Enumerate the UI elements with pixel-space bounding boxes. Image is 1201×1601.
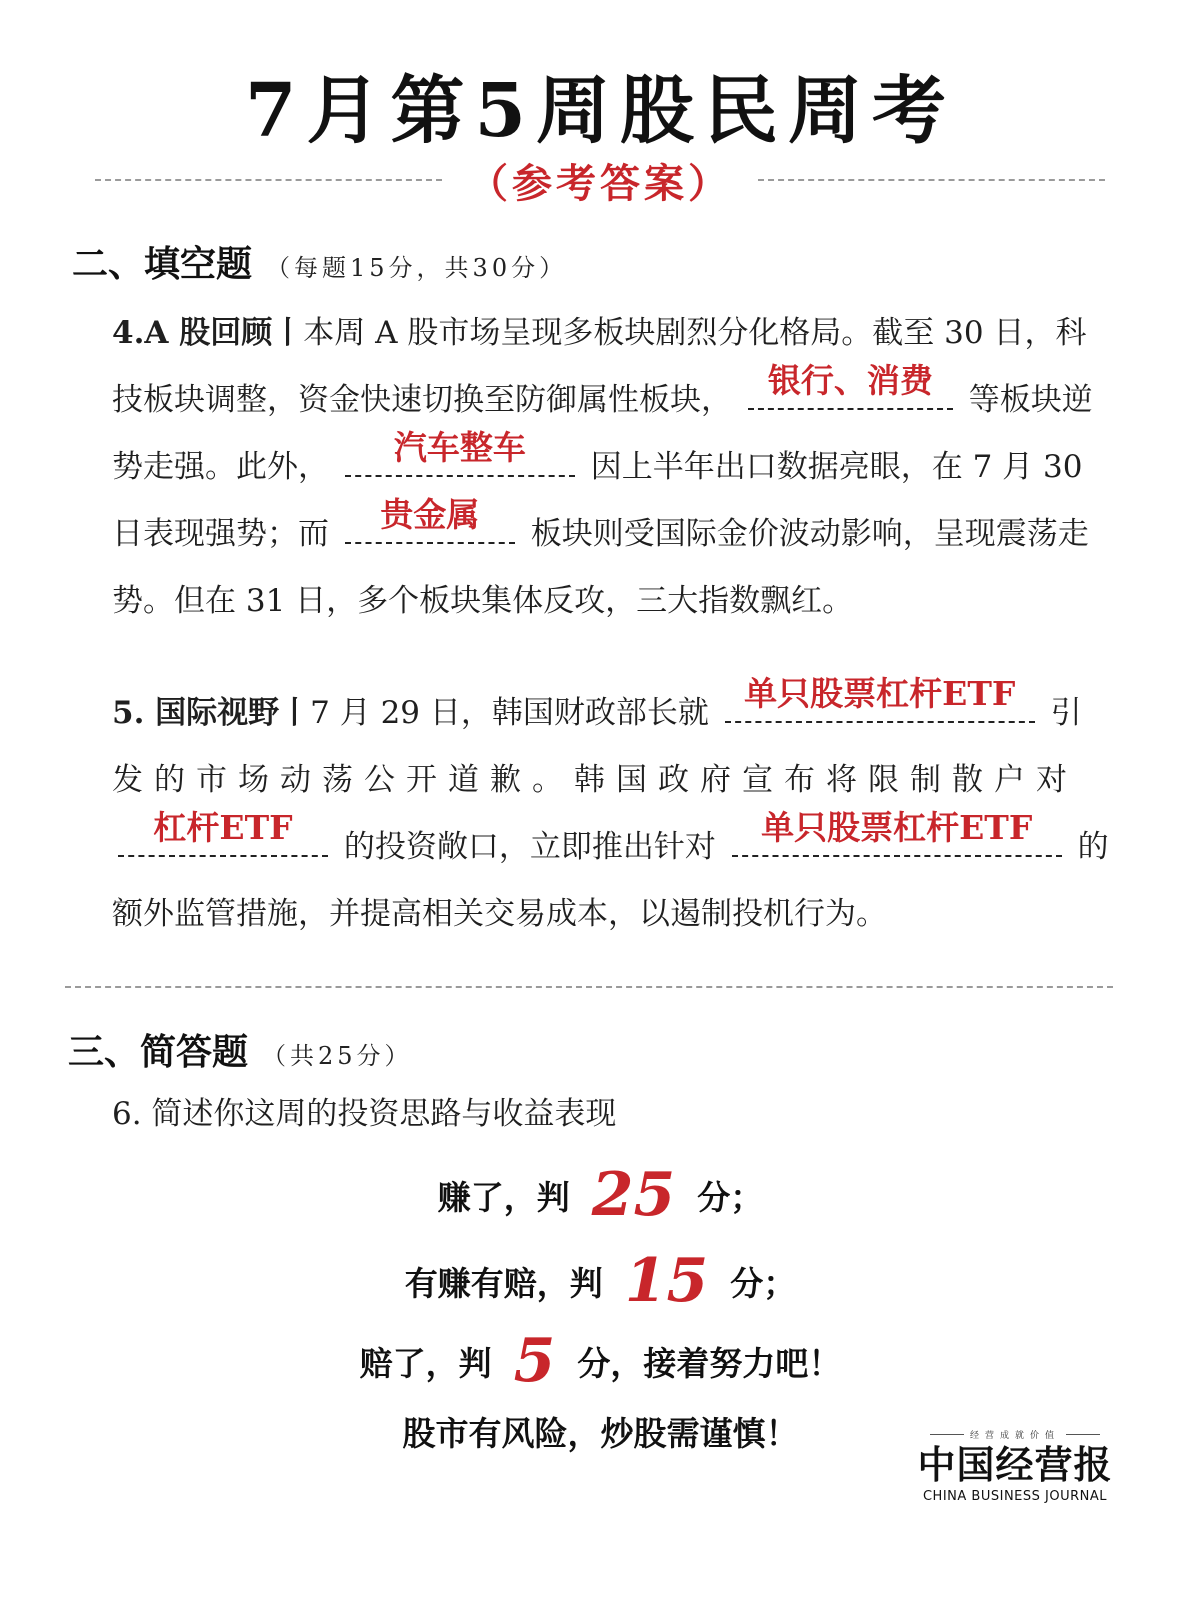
subtitle: （参考答案）	[468, 159, 732, 207]
answer-blank	[345, 428, 575, 477]
answer-text: 贵金属	[380, 495, 480, 534]
question-text: 引发的市场动荡公开道歉。韩国政府宣布将限制散户对	[112, 695, 1093, 798]
answer-blank	[748, 361, 953, 410]
logo-english-name: CHINA BUSINESS JOURNAL	[922, 1489, 1107, 1504]
score-condition: 赚了，判	[437, 1178, 570, 1217]
question-5	[112, 674, 1112, 948]
score-condition: 有赚有赔，判	[404, 1264, 603, 1303]
question-text: 板块则受国际金价波动影响，呈现震荡走势。但在 31 日，多个板块集体反攻，三大指数飘红。	[112, 516, 1089, 619]
answer-text: 银行、消费	[767, 361, 933, 400]
section-heading-fill-blank	[72, 236, 567, 287]
answer-blank	[732, 808, 1062, 857]
score-value: 15	[624, 1246, 709, 1316]
score-unit: 分；	[730, 1264, 797, 1303]
score-value: 25	[591, 1160, 676, 1230]
score-unit: 分，接着努力吧！	[577, 1344, 842, 1383]
answer-blank	[725, 674, 1035, 723]
section-divider	[65, 986, 1113, 988]
question-label: 5. 国际视野丨	[112, 695, 311, 731]
logo-name: 中国经营报	[917, 1442, 1113, 1487]
score-unit: 分；	[697, 1178, 764, 1217]
dashed-divider-right	[758, 179, 1105, 181]
section-note: （每题15分，共30分）	[266, 254, 568, 282]
page-title: 7月第5周股民周考	[245, 68, 956, 154]
score-line-loss	[0, 1326, 1201, 1396]
answer-text: 汽车整车	[393, 428, 526, 467]
answer-text: 杠杆ETF	[153, 808, 293, 847]
risk-warning: 股市有风险，炒股需谨慎！	[402, 1414, 799, 1453]
score-line-profit	[0, 1160, 1201, 1230]
question-label: 4.A 股回顾丨	[112, 315, 304, 351]
section-note: （共25分）	[262, 1042, 413, 1070]
question-text: 因上半年出口数据亮眼，在 7 月 30 日表现强势；而	[112, 449, 1083, 552]
question-text: 7 月 29 日，韩国财政部长就	[310, 695, 709, 731]
dashed-divider-left	[95, 179, 442, 181]
question-text: 的投资敞口，立即推出针对	[343, 829, 716, 865]
subtitle-row	[95, 150, 1105, 210]
question-6: 6. 简述你这周的投资思路与收益表现	[112, 1096, 617, 1132]
question-text: 本周 A 股市场呈现多板块剧烈分化格局。截至 30 日，科技板块调整，资金快速切换至防御属性板块，	[112, 315, 1087, 418]
answer-text: 单只股票杠杆ETF	[761, 808, 1033, 847]
answer-text: 单只股票杠杆ETF	[744, 674, 1016, 713]
logo-slogan-text: 经营成就价值	[969, 1431, 1060, 1441]
question-text: 的额外监管措施，并提高相关交易成本，以遏制投机行为。	[112, 829, 1109, 932]
section-title: 二、填空题	[72, 243, 253, 285]
publisher-logo	[915, 1428, 1115, 1504]
score-condition: 赔了，判	[359, 1344, 492, 1383]
score-line-mixed	[0, 1246, 1201, 1316]
answer-blank	[345, 495, 515, 544]
section-title: 三、简答题	[68, 1031, 249, 1073]
score-value: 5	[513, 1326, 556, 1396]
logo-slogan	[915, 1428, 1115, 1441]
question-4	[112, 300, 1112, 635]
answer-blank	[118, 808, 328, 857]
section-heading-short-answer	[68, 1024, 413, 1075]
question-text: 等板块逆势走强。此外，	[112, 382, 1093, 485]
